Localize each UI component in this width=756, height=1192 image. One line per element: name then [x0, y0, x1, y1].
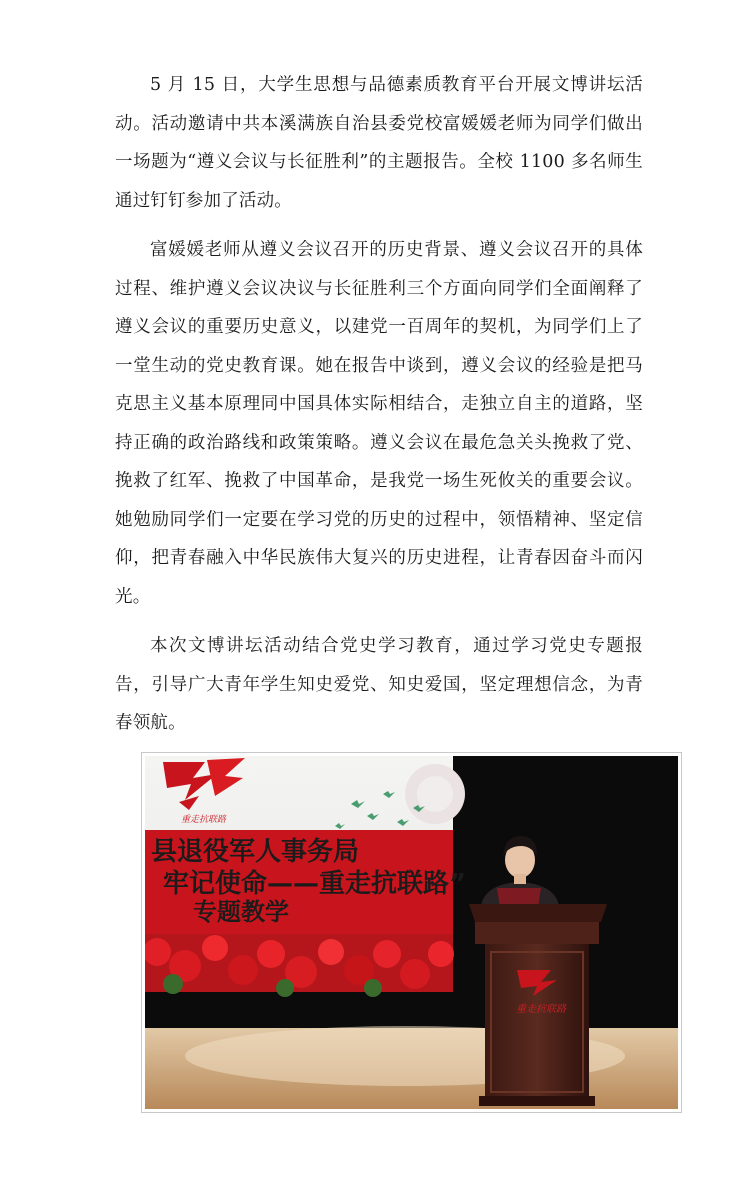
event-photo — [145, 756, 678, 1109]
event-photo-frame — [141, 752, 682, 1113]
banner-flowers — [145, 934, 454, 997]
banner-line-3: 专题教学 — [193, 898, 289, 926]
article-body — [115, 66, 643, 754]
banner-line-1: 县退役军人事务局 — [151, 837, 360, 867]
paragraph-1: 5 月 15 日，大学生思想与品德素质教育平台开展文博讲坛活动。活动邀请中共本溪满族自治县委党校富媛媛老师为同学们做出一场题为“遵义会议与长征胜利”的主题报告。全校 1100 多名师生通过钉钉参加了活动。 — [115, 75, 643, 211]
podium — [469, 904, 607, 1106]
logo-text: 重走抗联路 — [181, 815, 227, 825]
podium-logo-text: 重走抗联路 — [516, 1004, 566, 1015]
banner-line-2: 牢记使命——重走抗联路” — [163, 869, 467, 899]
paragraph-2: 富媛媛老师从遵义会议召开的历史背景、遵义会议召开的具体过程、维护遵义会议决议与长征胜利三个方面向同学们全面阐释了遵义会议的重要历史意义，以建党一百周年的契机，为同学们上了一堂生动的党史教育课。她在报告中谈到，遵义会议的经验是把马克思主义基本原理同中国具体实际相结合，走独立自主的道路，坚持正确的政治路线和政策策略。遵义会议在最危急关头挽救了党、挽救了红军、挽救了中国革命，是我党一场生死攸关的重要会议。她勉励同学们一定要在学习党的历史的过程中，领悟精神、坚定信仰，把青春融入中华民族伟大复兴的历史进程，让青春因奋斗而闪光。 — [115, 240, 643, 607]
paragraph-3: 本次文博讲坛活动结合党史学习教育，通过学习党史专题报告，引导广大青年学生知史爱党、知史爱国，坚定理想信念，为青春领航。 — [115, 636, 643, 733]
projected-banner — [145, 756, 466, 997]
